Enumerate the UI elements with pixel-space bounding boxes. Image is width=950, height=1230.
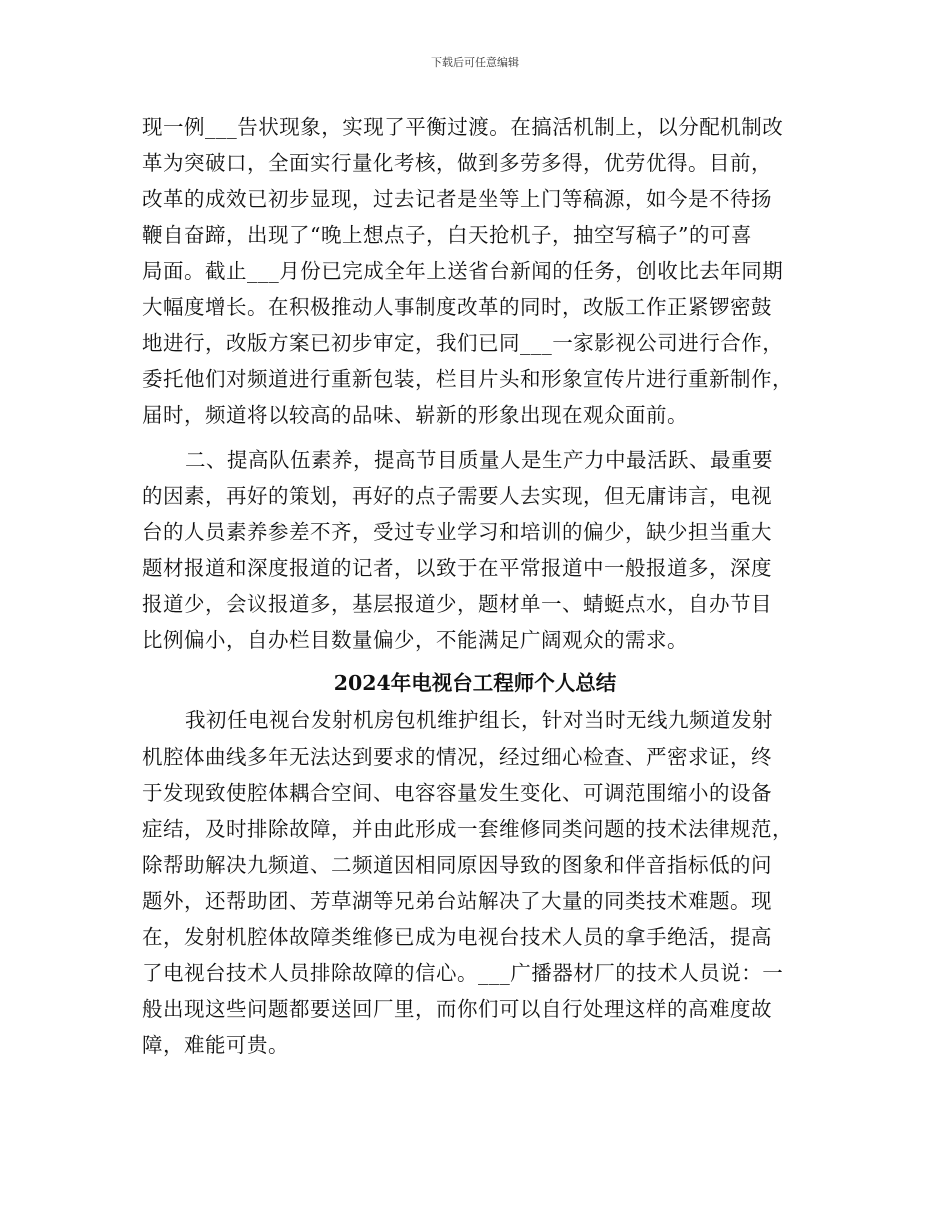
paragraph-line: 台的人员素养参差不齐，受过专业学习和培训的偏少，缺少担当重大 [142, 520, 772, 544]
paragraph-line: 二、提高队伍素养，提高节目质量人是生产力中最活跃、最重要 [185, 448, 773, 472]
paragraph-line: 现一例___告状现象，实现了平衡过渡。在搞活机制上，以分配机制改 [142, 115, 784, 139]
paragraph-line: 除帮助解决九频道、二频道因相同原因导致的图象和伴音指标低的问 [142, 853, 772, 877]
section-title: 2024年电视台工程师个人总结 [333, 671, 617, 695]
paragraph-line: 我初任电视台发射机房包机维护组长，针对当时无线九频道发射 [185, 708, 773, 732]
paragraph-line: 障，难能可贵。 [142, 1033, 289, 1057]
paragraph-line: 般出现这些问题都要送回厂里，而你们可以自行处理这样的高难度故 [142, 997, 772, 1021]
paragraph-line: 症结，及时排除故障，并由此形成一套维修同类问题的技术法律规范， [142, 817, 793, 841]
paragraph-line: 机腔体曲线多年无法达到要求的情况，经过细心检查、严密求证，终 [142, 745, 772, 769]
paragraph-line: 题材报道和深度报道的记者，以致于在平常报道中一般报道多，深度 [142, 556, 772, 580]
paragraph-line: 于发现致使腔体耦合空间、电容容量发生变化、可调范围缩小的设备 [142, 781, 772, 805]
paragraph-line: 革为突破口，全面实行量化考核，做到多劳多得，优劳优得。目前， [142, 151, 772, 175]
paragraph-line: 届时，频道将以较高的品味、崭新的形象出现在观众面前。 [142, 403, 688, 427]
paragraph-line: 题外，还帮助团、芳草湖等兄弟台站解决了大量的同类技术难题。现 [142, 889, 772, 913]
page-header: 下载后可任意编辑 [431, 56, 519, 69]
paragraph-line: 大幅度增长。在积极推动人事制度改革的同时，改版工作正紧锣密鼓 [142, 295, 772, 319]
paragraph-line: 地进行，改版方案已初步审定，我们已同___一家影视公司进行合作， [142, 331, 784, 355]
paragraph-line: 在，发射机腔体故障类维修已成为电视台技术人员的拿手绝活，提高 [142, 925, 772, 949]
paragraph-line: 委托他们对频道进行重新包装，栏目片头和形象宣传片进行重新制作， [142, 367, 793, 391]
paragraph-line: 的因素，再好的策划，再好的点子需要人去实现，但无庸讳言，电视 [142, 484, 772, 508]
paragraph-line: 报道少，会议报道多，基层报道少，题材单一、蜻蜓点水，自办节目 [142, 592, 772, 616]
paragraph-line: 局面。截止___月份已完成全年上送省台新闻的任务，创收比去年同期 [142, 259, 784, 283]
paragraph-line: 改革的成效已初步显现，过去记者是坐等上门等稿源，如今是不待扬 [142, 187, 772, 211]
paragraph-line: 鞭自奋蹄，出现了“晚上想点子，白天抢机子，抽空写稿子”的可喜 [142, 223, 752, 247]
paragraph-line: 比例偏小，自办栏目数量偏少，不能满足广阔观众的需求。 [142, 628, 688, 652]
paragraph-line: 了电视台技术人员排除故障的信心。___广播器材厂的技术人员说：一 [142, 961, 784, 985]
